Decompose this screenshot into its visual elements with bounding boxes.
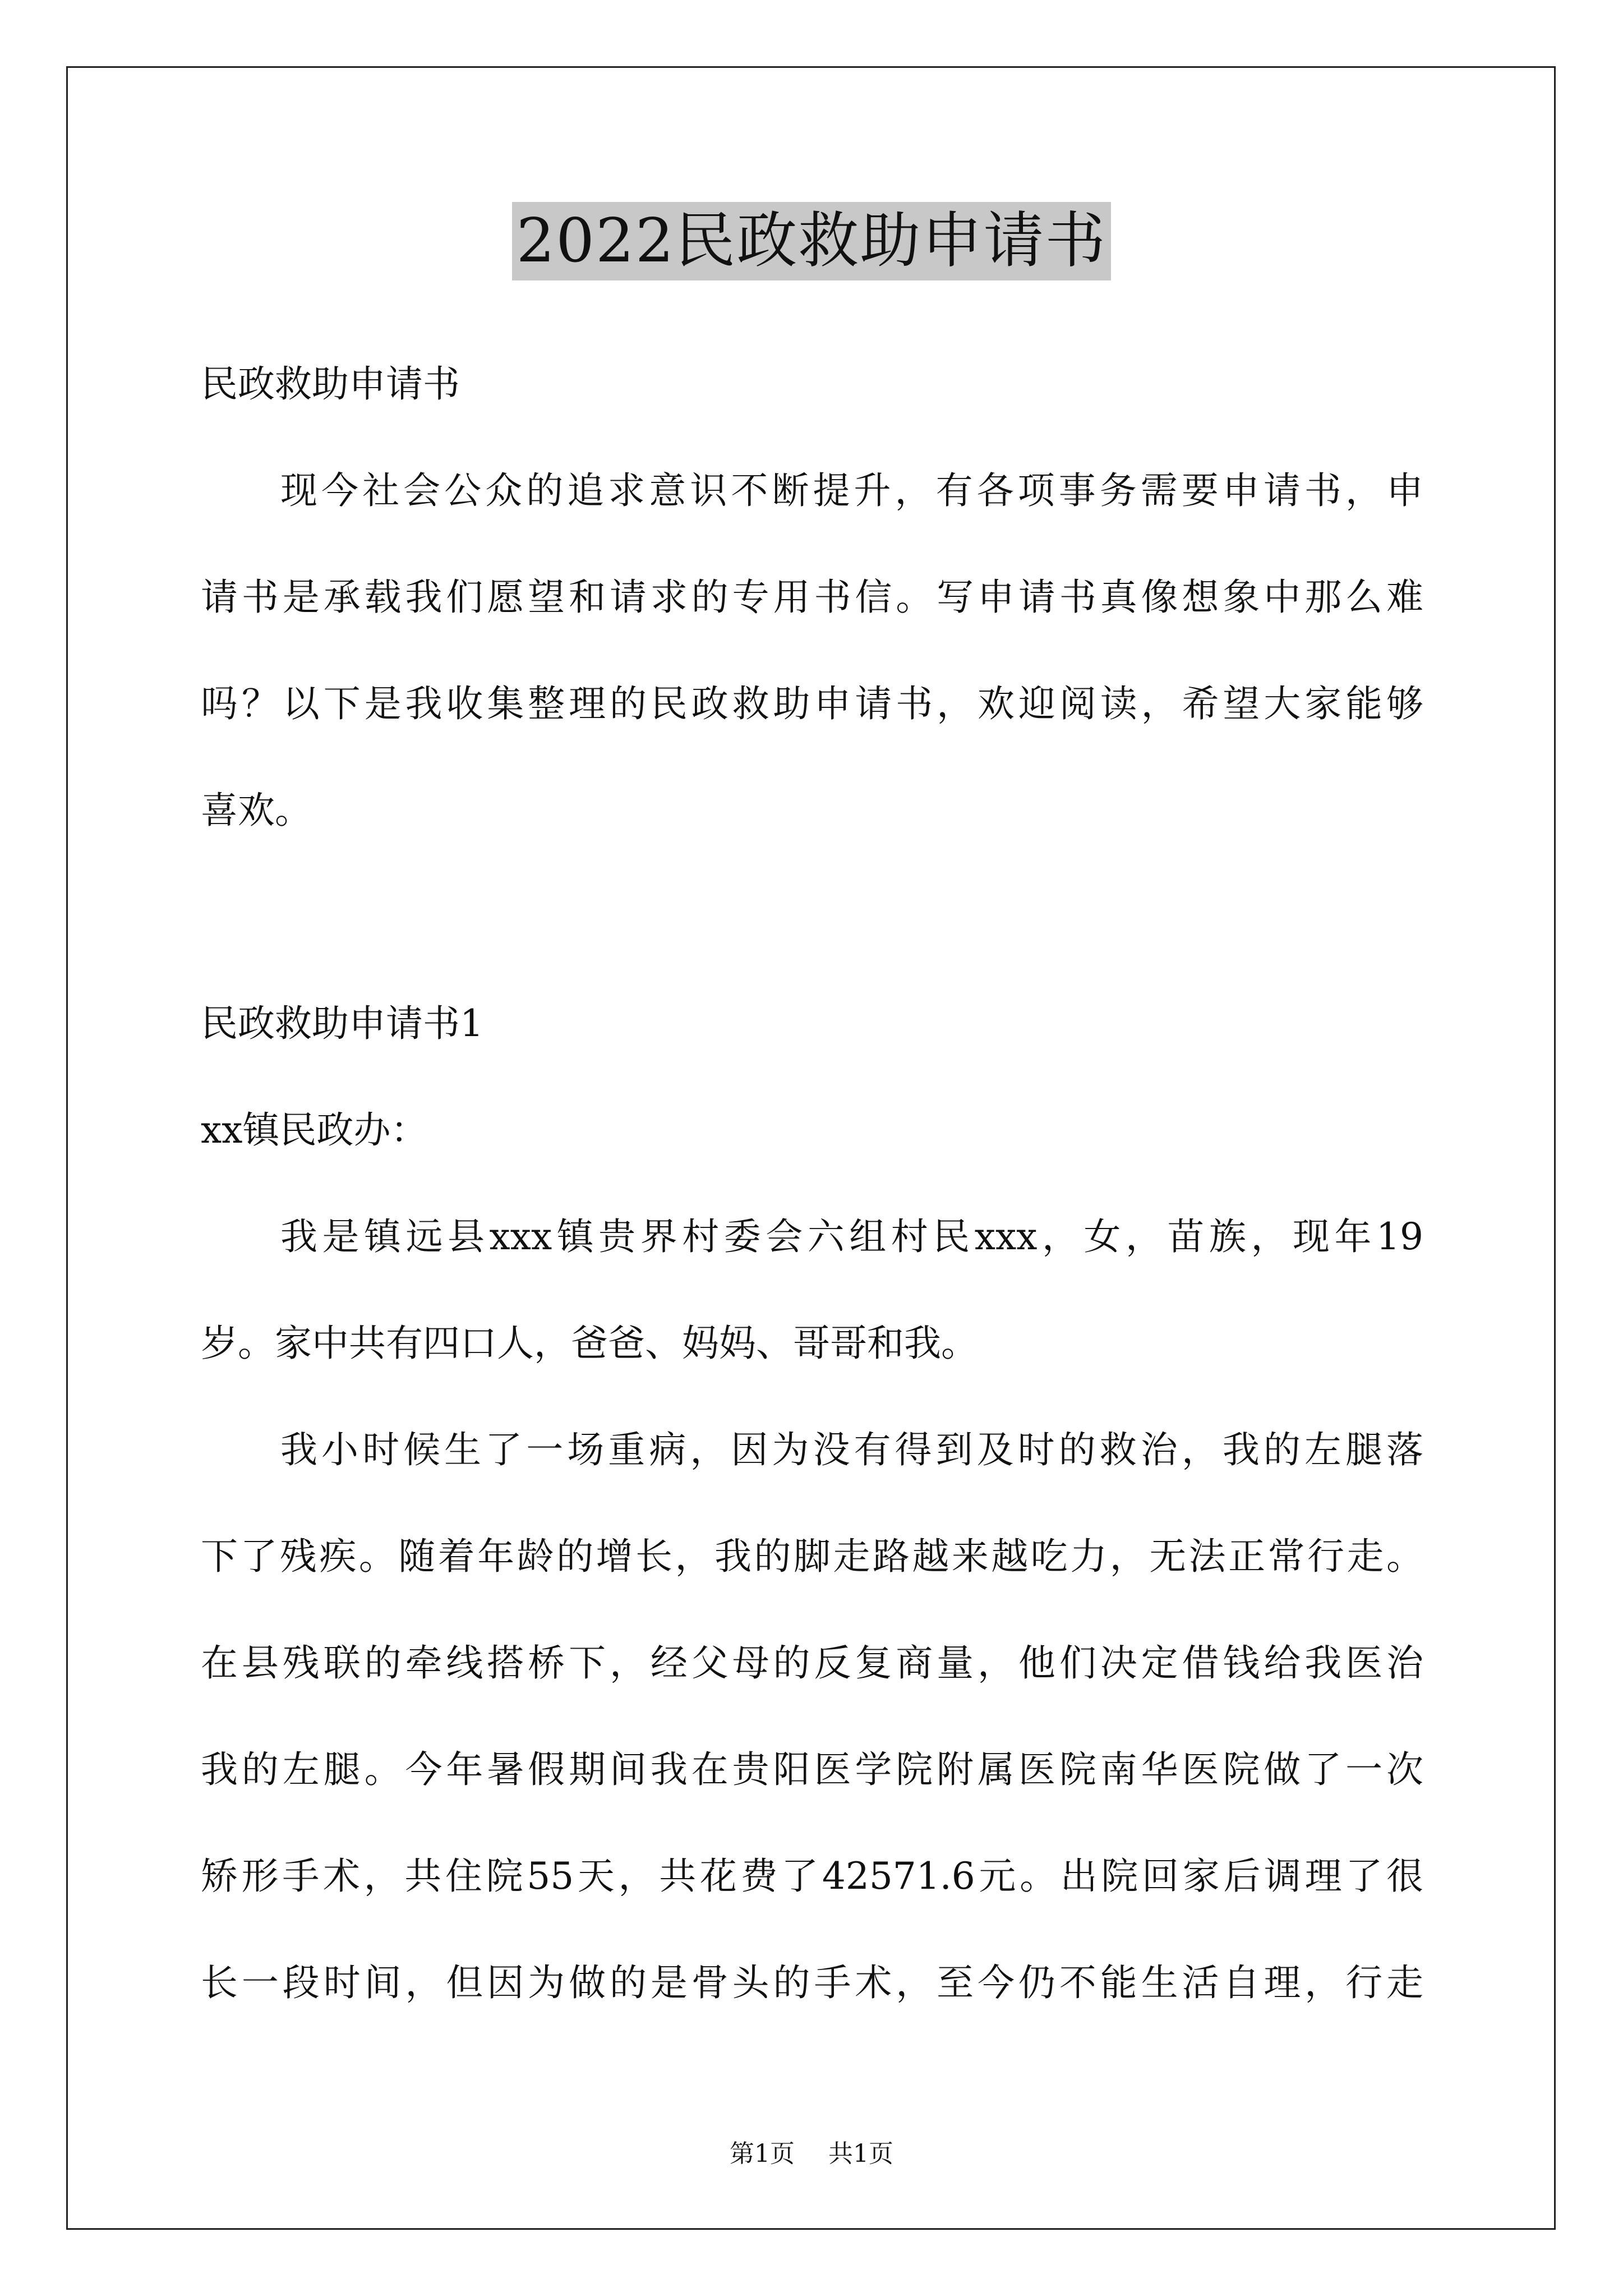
document-body <box>201 331 1423 2036</box>
spacer <box>201 864 1423 970</box>
paragraph2-line-2: 下了残疾。随着年龄的增长，我的脚走路越来越吃力，无法正常行走。 <box>201 1535 1423 1578</box>
subtitle: 民政救助申请书 <box>201 362 460 406</box>
intro-line-1: 现今社会公众的追求意识不断提升，有各项事务需要申请书，申 <box>280 469 1423 512</box>
page-footer <box>0 2137 1623 2171</box>
intro-line-2: 请书是承载我们愿望和请求的专用书信。写申请书真像想象中那么难 <box>201 576 1423 619</box>
salutation: xx镇民政办： <box>201 1108 428 1152</box>
section-heading: 民政救助申请书1 <box>201 1002 483 1045</box>
paragraph1-line-2: 岁。家中共有四口人，爸爸、妈妈、哥哥和我。 <box>201 1322 978 1365</box>
title-area <box>0 202 1623 280</box>
paragraph2-line-4: 我的左腿。今年暑假期间我在贵阳医学院附属医院南华医院做了一次 <box>201 1748 1423 1791</box>
page-number: 第1页 <box>730 2139 795 2168</box>
total-pages: 共1页 <box>828 2139 893 2168</box>
paragraph1-line-1: 我是镇远县xxx镇贵界村委会六组村民xxx，女，苗族，现年19 <box>280 1215 1423 1258</box>
intro-line-3: 吗？以下是我收集整理的民政救助申请书，欢迎阅读，希望大家能够 <box>201 682 1423 725</box>
paragraph2-line-1: 我小时候生了一场重病，因为没有得到及时的救治，我的左腿落 <box>280 1428 1423 1471</box>
paragraph2-line-5: 矫形手术，共住院55天，共花费了42571.6元。出院回家后调理了很 <box>201 1855 1423 1898</box>
paragraph2-line-3: 在县残联的牵线搭桥下，经父母的反复商量，他们决定借钱给我医治 <box>201 1641 1423 1685</box>
document-title: 2022民政救助申请书 <box>512 202 1112 280</box>
paragraph2-line-6: 长一段时间，但因为做的是骨头的手术，至今仍不能生活自理，行走 <box>201 1961 1423 2004</box>
intro-line-4: 喜欢。 <box>201 789 312 832</box>
